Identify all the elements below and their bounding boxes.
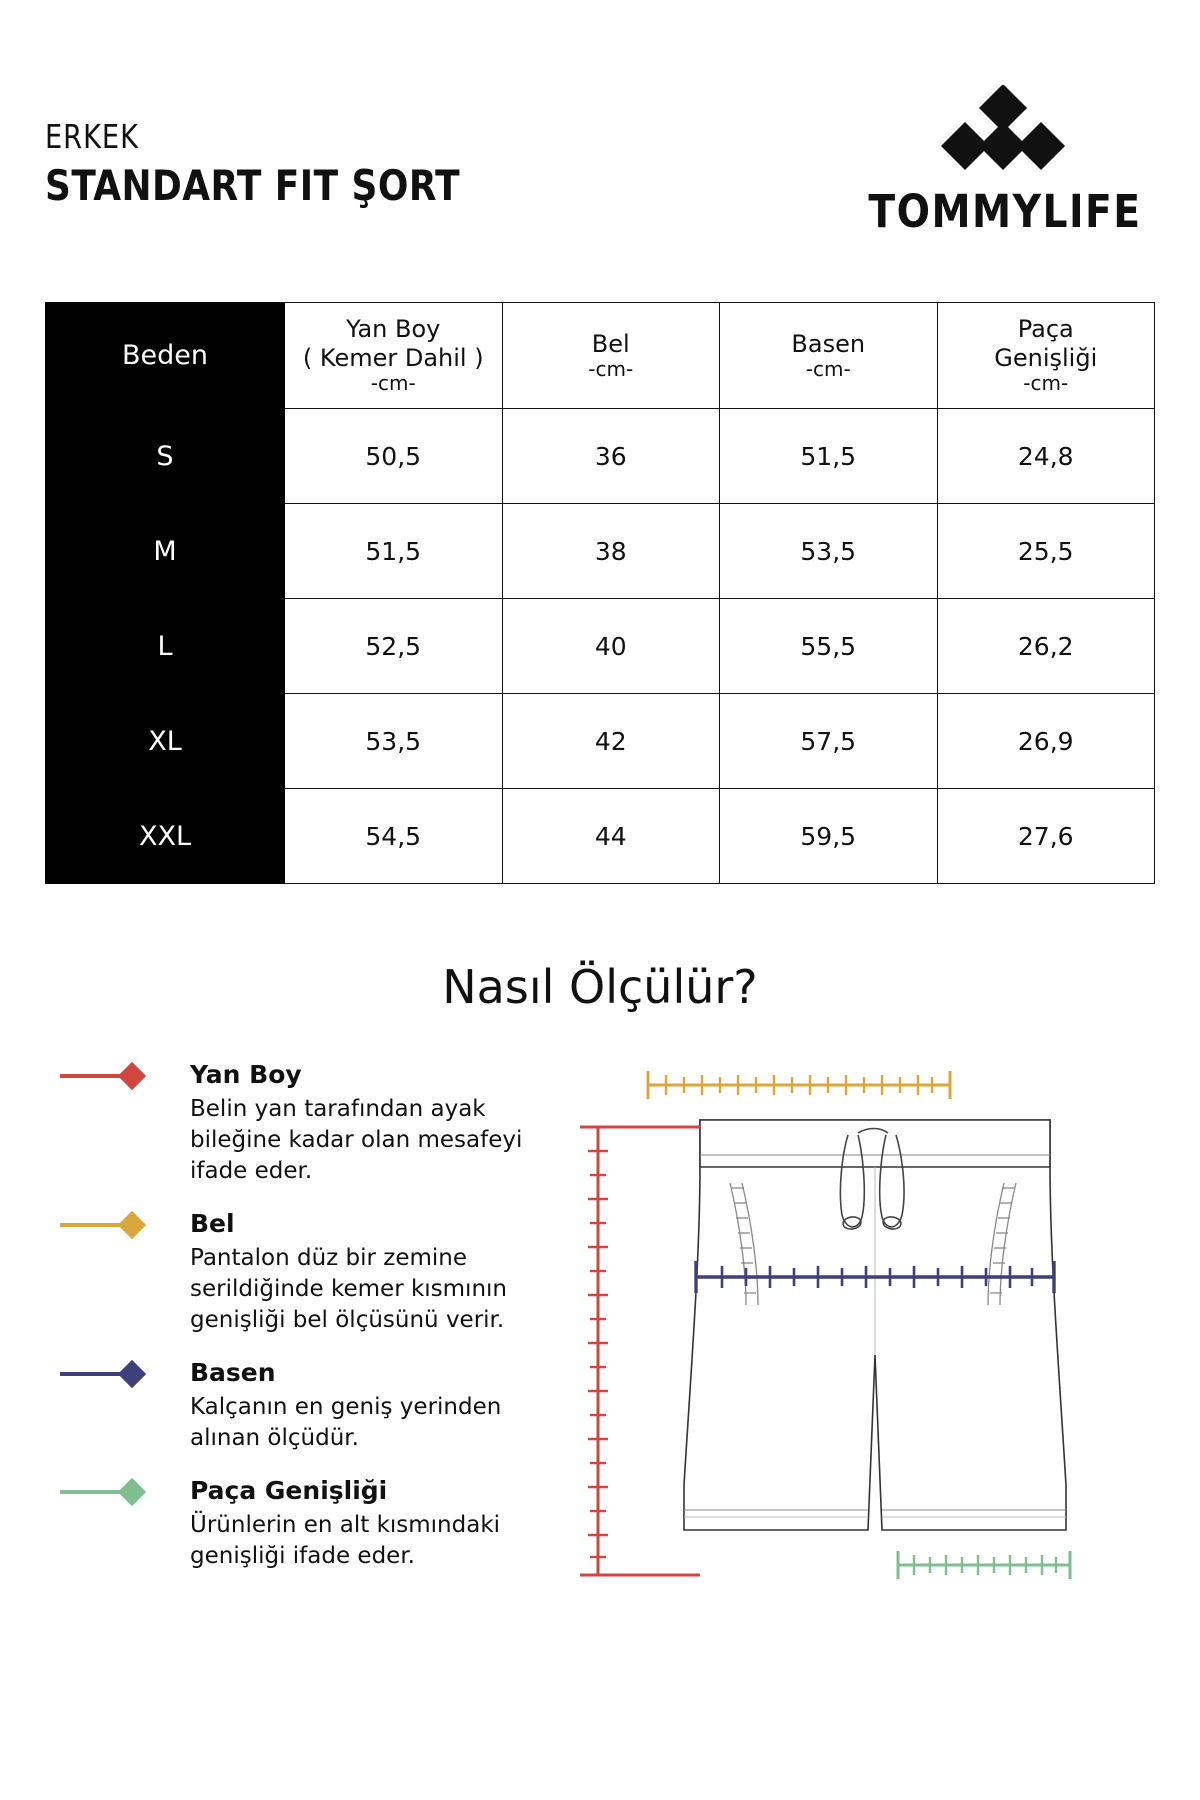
cell-yan-boy: 54,5 [285,789,503,884]
cell-size: S [46,409,285,504]
bel-measure-line [648,1071,950,1099]
legend-name: Basen [190,1358,276,1388]
cell-basen: 57,5 [720,694,938,789]
column-header-beden: Beden [46,303,285,409]
legend-item-paca-genisligi [60,1476,580,1572]
cell-bel: 42 [502,694,720,789]
cell-bel: 36 [502,409,720,504]
yan-boy-measure-line [580,1127,700,1575]
diamond-arrow-marker-icon [60,1360,180,1388]
table-row [46,409,1155,504]
cell-size: XL [46,694,285,789]
diamond-grid-logo-icon [930,85,1080,175]
how-to-measure-title: Nasıl Ölçülür? [442,960,758,1014]
legend-description: Kalçanın en geniş yerinden alınan ölçüdür. [190,1394,502,1452]
diamond-arrow-marker-icon [60,1478,180,1506]
brand-name: TOMMYLIFE [868,185,1142,238]
cell-basen: 59,5 [720,789,938,884]
how-to-measure-legend [60,1060,580,1594]
page-eyebrow: ERKEK [45,117,139,156]
cell-bel: 38 [502,504,720,599]
legend-description: Ürünlerin en alt kısmındaki genişliği ifade eder. [190,1512,501,1570]
cell-yan-boy: 52,5 [285,599,503,694]
cell-size: XXL [46,789,285,884]
column-header-paca-genisligi: Paça Genişliği -cm- [937,303,1155,409]
table-row [46,504,1155,599]
page-title: STANDART FIT ŞORT [45,161,461,210]
legend-name: Paça Genişliği [190,1476,388,1506]
cell-paca: 26,2 [937,599,1155,694]
legend-item-bel [60,1209,580,1336]
size-table [45,302,1155,884]
page-header [45,117,1155,260]
cell-bel: 44 [502,789,720,884]
legend-item-basen [60,1358,580,1454]
brand-block [855,85,1155,238]
cell-paca: 24,8 [937,409,1155,504]
legend-name: Yan Boy [190,1060,302,1089]
diamond-arrow-marker-icon [60,1211,180,1239]
table-header-row [46,303,1155,409]
cell-basen: 55,5 [720,599,938,694]
shorts-technical-drawing [580,1055,1180,1715]
table-body [46,409,1155,884]
title-block [45,117,482,210]
table-row [46,599,1155,694]
table-row [46,789,1155,884]
legend-name: Bel [190,1209,235,1239]
column-header-basen: Basen -cm- [720,303,938,409]
legend-description: Belin yan tarafından ayak bileğine kadar olan mesafeyi ifade eder. [190,1096,523,1185]
paca-genisligi-measure-line [898,1551,1070,1579]
cell-paca: 25,5 [937,504,1155,599]
cell-yan-boy: 51,5 [285,504,503,599]
cell-bel: 40 [502,599,720,694]
cell-yan-boy: 53,5 [285,694,503,789]
table-row [46,694,1155,789]
legend-description: Pantalon düz bir zemine serildiğinde kemer kısmının genişliği bel ölçüsünü verir. [190,1245,507,1334]
cell-basen: 51,5 [720,409,938,504]
cell-yan-boy: 50,5 [285,409,503,504]
cell-paca: 26,9 [937,694,1155,789]
cell-size: M [46,504,285,599]
cell-size: L [46,599,285,694]
cell-basen: 53,5 [720,504,938,599]
cell-paca: 27,6 [937,789,1155,884]
legend-item-yan-boy [60,1060,580,1187]
diamond-arrow-marker-icon [60,1062,180,1090]
column-header-bel: Bel -cm- [502,303,720,409]
column-header-yan-boy: Yan Boy ( Kemer Dahil ) -cm- [285,303,503,409]
